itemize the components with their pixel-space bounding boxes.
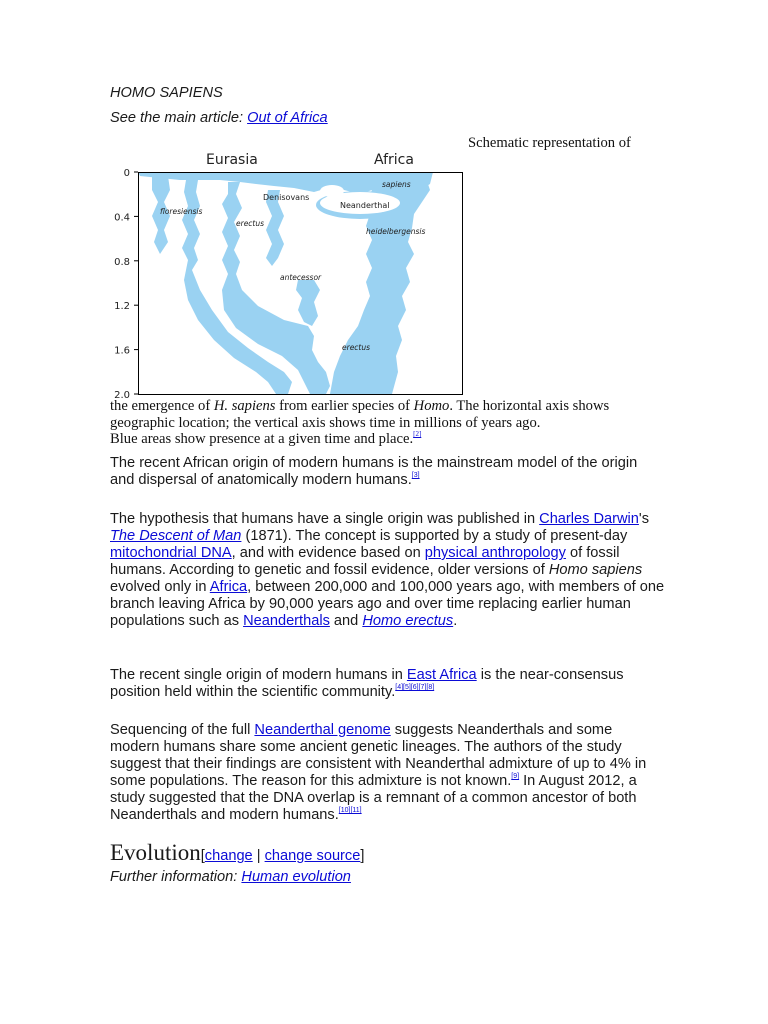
paragraph-single-origin [110,511,665,630]
label-sapiens: sapiens [382,180,411,189]
caption-text: from earlier species of [275,398,414,414]
italic-homo-sapiens: Homo sapiens [548,562,643,578]
y-tick-label: 0.8 [114,256,130,268]
y-tick-label: 0.4 [114,212,130,224]
east-africa-link[interactable]: East Africa [406,667,477,683]
charles-darwin-link[interactable]: Charles Darwin [539,511,639,527]
caption-text: Blue areas show presence at a given time and place. [110,431,414,447]
label-denisovans: Denisovans [263,193,310,202]
caption-top: Schematic representation of [468,135,631,151]
out-of-africa-link[interactable]: Out of Africa [247,110,328,126]
paragraph-text: The recent African origin of modern humans is the mainstream model of the origin and dispersal of anatomically modern humans. [110,455,638,488]
africa-header: Africa [374,152,414,168]
further-information [110,869,351,885]
y-tick-label: 0 [123,168,130,179]
evolution-heading-row [110,840,364,866]
paragraph-text: (1871). The concept is supported by a study of present-day [241,528,628,544]
bracket: [ [200,848,205,864]
paragraph-african-origin [110,455,665,489]
paragraph-text: of fossil humans. According to genetic and fossil evidence, older versions of [110,545,620,578]
caption-line-1 [110,398,650,415]
homo-erectus-link[interactable]: Homo erectus [362,613,454,629]
change-source-link[interactable]: change source [264,848,361,864]
paragraph-text: The hypothesis that humans have a single origin was published in [110,511,540,527]
caption-italic-homo: Homo [413,398,450,414]
descent-of-man-link[interactable]: The Descent of Man [110,528,242,544]
paragraph-near-consensus [110,667,665,701]
paragraph-neanderthal-genome [110,722,665,824]
mitochondrial-dna-link[interactable]: mitochondrial DNA [110,545,232,561]
y-tick-label: 1.2 [114,301,130,313]
label-neanderthal: Neanderthal [340,201,390,210]
caption-italic-h-sapiens: H. sapiens [213,398,276,414]
paragraph-text: evolved only in [110,579,210,595]
neanderthals-link[interactable]: Neanderthals [243,613,330,629]
neanderthal-genome-link[interactable]: Neanderthal genome [254,722,391,738]
diagram-caption [110,398,650,448]
caption-line-2: geographic location; the vertical axis shows time in millions of years ago. [110,414,541,431]
see-main-prefix: See the main article: [110,110,248,126]
africa-link[interactable]: Africa [209,579,248,595]
further-prefix: Further information: [110,869,242,885]
citation-link[interactable]: [9] [511,773,520,780]
y-axis [114,168,138,398]
citation-link[interactable]: [3] [411,472,420,479]
human-evolution-link[interactable]: Human evolution [241,869,351,885]
label-erectus-lower: erectus [342,343,371,352]
label-erectus-upper: erectus [236,219,265,228]
caption-text: . The horizontal axis shows [449,398,610,414]
physical-anthropology-link[interactable]: physical anthropology [424,545,566,561]
citation-link[interactable]: [4][5][6][7][8] [395,684,435,691]
paragraph-text: Sequencing of the full [110,722,255,738]
see-main-article [110,110,328,126]
caption-text: the emergence of [110,398,214,414]
citation-link[interactable]: [2] [413,430,422,438]
paragraph-text: . [453,613,458,629]
paragraph-text: , and with evidence based on [231,545,425,561]
paragraph-text: In August 2012, a study suggested that the DNA overlap is a remnant of a common ancestor of both Neanderthals and modern humans. [110,773,637,823]
paragraph-text: suggests Neanderthals and some modern humans share some ancient genetic lineages. The authors of the study suggest that their findings are consistent with Neanderthal admixture of up to 4% in some populations. The reason for this admixture is not known. [110,722,647,789]
citation-link[interactable]: [10][11] [338,807,362,814]
evolution-heading: Evolution [110,840,201,865]
label-floresiensis: floresiensis [160,207,203,216]
y-tick-label: 2.0 [114,390,130,398]
paragraph-text: and [329,613,363,629]
paragraph-text: The recent single origin of modern humans in [110,667,407,683]
change-link[interactable]: change [204,848,253,864]
y-tick-label: 1.6 [114,345,130,357]
label-heidelbergensis: heidelbergensis [366,227,426,236]
bracket: ] [360,848,365,864]
eurasia-header: Eurasia [206,152,258,168]
section-heading: HOMO SAPIENS [110,85,223,101]
paragraph-text: is the near-consensus position held within the scientific community. [110,667,624,700]
homo-emergence-diagram [108,150,468,398]
antecessor-branch [296,280,320,326]
separator: | [252,848,265,864]
label-antecessor: antecessor [280,273,322,282]
paragraph-text: , between 200,000 and 100,000 years ago, with members of one branch leaving Africa by 90,000 years ago and over time replacing earlier human populations such as [110,579,665,629]
paragraph-text: 's [638,511,650,527]
caption-line-3 [110,431,650,448]
